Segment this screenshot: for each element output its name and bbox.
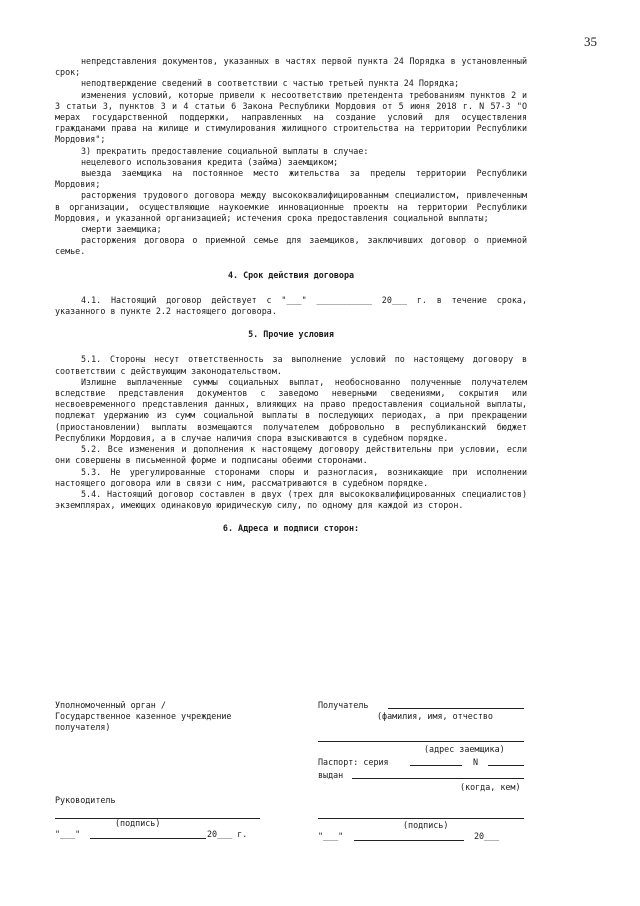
date-month-line-right	[354, 840, 464, 841]
document-body	[55, 56, 527, 549]
date-month-line-left	[90, 838, 206, 839]
date-right: "___"	[318, 831, 344, 841]
recipient-line	[388, 708, 524, 709]
passport-label: Паспорт: серия	[318, 757, 389, 767]
paragraph: расторжения трудового договора между высококвалифицированным специалистом, привлеченным в организации, осуществляющие наукоемкие инновационные проекты на территории Республики Мордовия, и указанной организацией; истечения срока предоставления социальной выплаты;	[55, 190, 527, 223]
paragraph: выезда заемщика на постоянное место жительства за пределы территории Республики Мордовия;	[55, 168, 527, 190]
issued-hint: (когда, кем)	[460, 782, 521, 792]
year-left: 20___ г.	[207, 829, 248, 839]
fio-hint: (фамилия, имя, отчество	[377, 711, 493, 721]
left-org-line2: Государственное казенное учреждение	[55, 711, 232, 721]
issued-label: выдан	[318, 770, 344, 780]
address-line	[318, 741, 524, 742]
year-right: 20___	[474, 831, 500, 841]
sign-line-right	[318, 818, 524, 819]
page-number: 35	[584, 34, 597, 49]
issued-line	[352, 778, 524, 779]
paragraph: смерти заемщика;	[81, 224, 162, 235]
paragraph: 5.4. Настоящий договор составлен в двух (трех для высококвалифицированных специалистов) экземплярах, имеющих одинаковую юридическую силу, по одному для каждой из сторон.	[55, 488, 527, 511]
address-hint: (адрес заемщика)	[424, 744, 505, 754]
paragraph: неподтверждение сведений в соответствии с частью третьей пункта 24 Порядка;	[81, 78, 460, 89]
paragraph: 3) прекратить предоставление социальной выплаты в случае:	[81, 145, 369, 156]
paragraph: 5.3. Не урегулированные сторонами споры и разногласия, возникающие при исполнении настоящего договора или в связи с ним, рассматриваются в судебном порядке.	[55, 466, 527, 488]
paragraph: 5.1. Стороны несут ответственность за выполнение условий по настоящему договору в соответствии с действующим законодательством.	[55, 354, 527, 376]
left-org-line1: Уполномоченный орган /	[55, 700, 166, 710]
passport-series-line	[410, 765, 462, 766]
recipient-label: Получатель	[318, 700, 369, 710]
sign-hint-left: (подпись)	[115, 818, 161, 828]
paragraph: непредставления документов, указанных в частях первой пункта 24 Порядка в установленный срок;	[55, 56, 527, 78]
paragraph: расторжения договора о приемной семье для заемщиков, заключивших договор о приемной семье.	[55, 235, 527, 257]
date-left: "___"	[55, 829, 81, 839]
passport-number-line	[488, 765, 524, 766]
section-heading: 6. Адреса и подписи сторон:	[222, 523, 360, 534]
left-org-line3: получателя)	[55, 722, 111, 732]
passport-n: N	[473, 757, 479, 767]
head-label: Руководитель	[55, 795, 116, 805]
section-heading: 5. Прочие условия	[248, 329, 334, 340]
paragraph: 5.2. Все изменения и дополнения к настоящему договору действительны при условии, если они совершены в письменной форме и подписаны обеими сторонами.	[55, 444, 527, 466]
sign-hint-right: (подпись)	[403, 820, 449, 830]
paragraph: изменения условий, которые привели к несоответствию претендента требованиям пунктов 2 и 3 статьи 3, пунктов 3 и 4 статьи 6 Закона Республики Мордовия от 5 июня 2018 г. N 57-З "О мерах государственной поддержки, направленных на создание условий для осуществления гражданами права на жилище и стимулирования жилищного строительства на территории Республики Мордовия";	[55, 89, 527, 145]
paragraph: нецелевого использования кредита (займа) заемщиком;	[81, 156, 339, 167]
paragraph: Излишне выплаченные суммы социальных выплат, необоснованно полученные получателем вследствие представления документов с заведомо неверными сведениями, сокрытия или несвоевременного представления данных, влияющих на право предоставления социальной выплаты, подлежат удержанию из сумм социальной выплаты в последующих периодах, а при прекращении (приостановлении) выплаты возмещаются получателем добровольно в республиканский бюджет Республики Мордовия, а в случае наличия спора взыскиваются в судебном порядке.	[55, 376, 527, 443]
section-heading: 4. Срок действия договора	[227, 269, 355, 280]
paragraph: 4.1. Настоящий договор действует с "___" ___________ 20___ г. в течение срока, указанного в пункте 2.2 настоящего договора.	[55, 294, 527, 317]
